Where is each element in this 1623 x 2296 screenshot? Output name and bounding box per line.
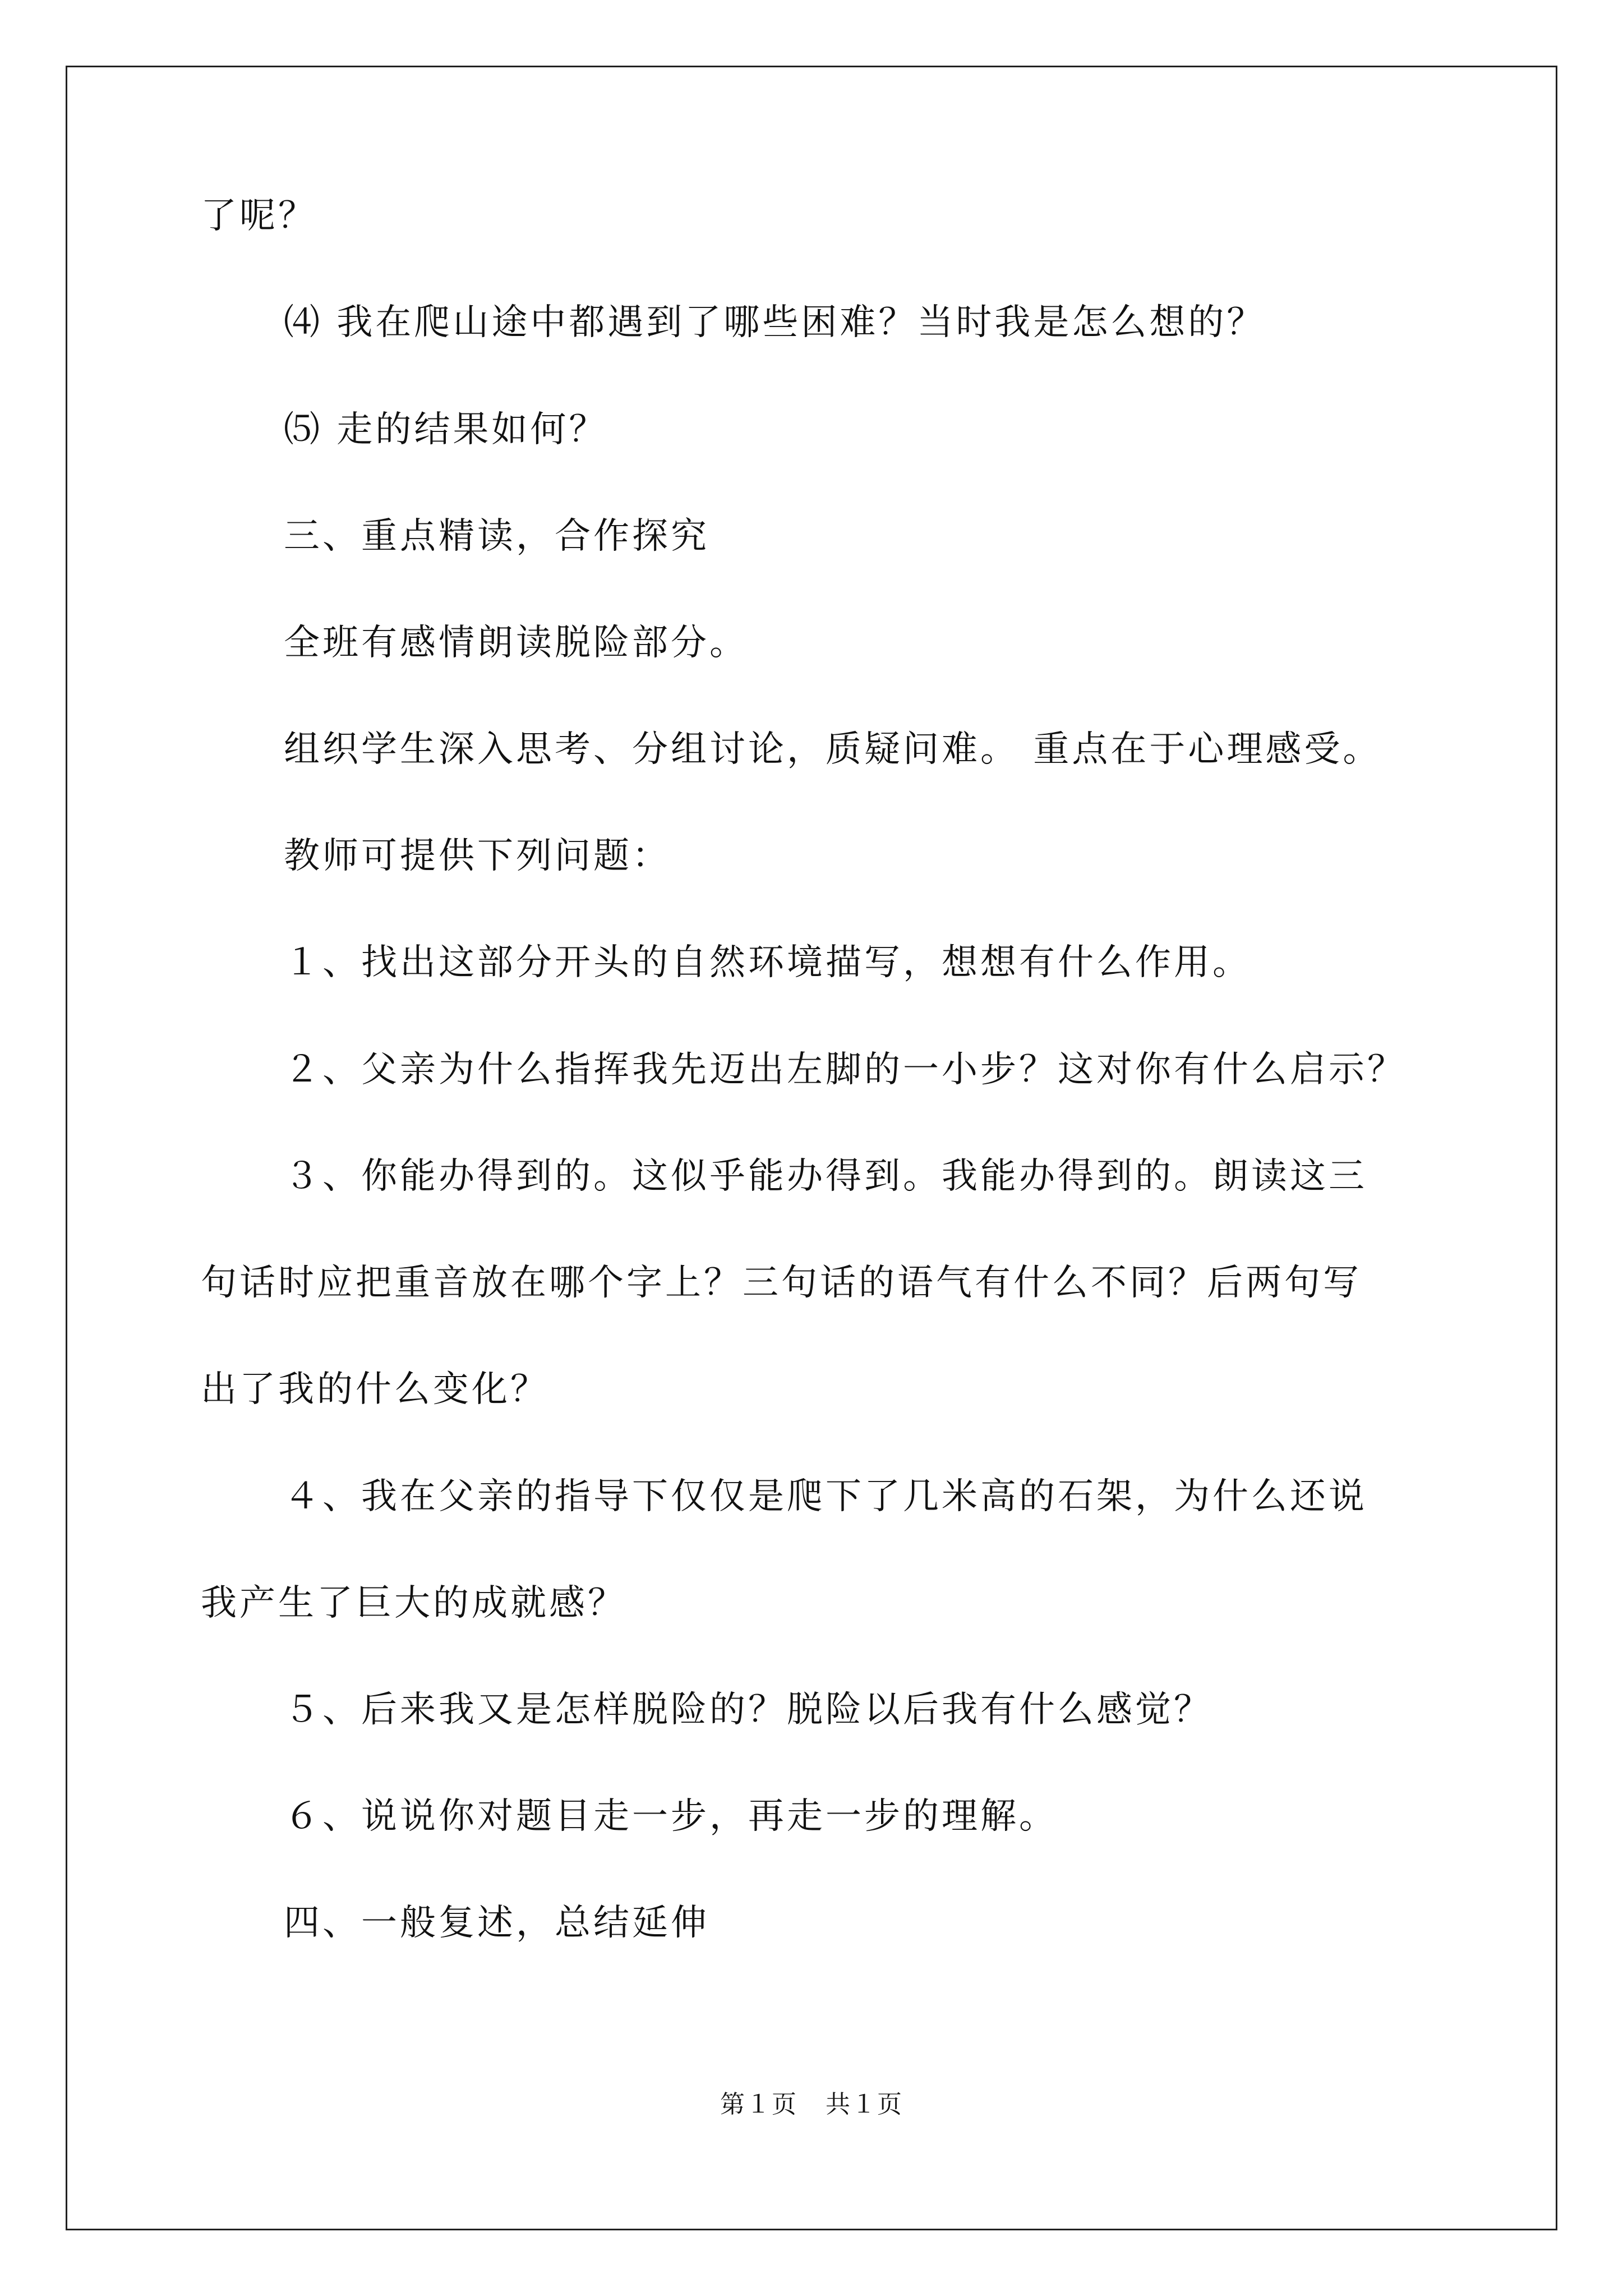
text-line: 我产生了巨大的成就感？ — [201, 1582, 626, 1624]
text-line: ⑷ 我在爬山途中都遇到了哪些困难？当时我是怎么想的？ — [284, 302, 1266, 343]
text-line: ⑸ 走的结果如何？ — [284, 409, 608, 450]
text-line: 句话时应把重音放在哪个字上？三句话的语气有什么不同？后两句写 — [201, 1262, 1362, 1304]
text-line: 组织学生深入思考、分组讨论，质疑问难。 重点在于心理感受。 — [284, 729, 1382, 770]
question-item: ６、说说你对题目走一步，再走一步的理解。 — [284, 1796, 1058, 1837]
question-item: ４、我在父亲的指导下仅仅是爬下了几米高的石架，为什么还说 — [284, 1476, 1367, 1517]
question-item: ２、父亲为什么指挥我先迈出左脚的一小步？这对你有什么启示？ — [284, 1049, 1406, 1091]
page-number: 第１页 — [720, 2090, 797, 2119]
text-line: 了呢？ — [201, 195, 317, 237]
text-line: 教师可提供下列问题： — [284, 835, 671, 877]
question-item: ５、后来我又是怎样脱险的？脱险以后我有什么感觉？ — [284, 1689, 1212, 1731]
page-total: 共１页 — [826, 2090, 903, 2119]
section-heading: 三、重点精读，合作探究 — [284, 516, 709, 557]
text-line: 全班有感情朗读脱险部分。 — [284, 622, 748, 664]
text-line: 出了我的什么变化？ — [201, 1369, 549, 1410]
section-heading: 四、一般复述，总结延伸 — [284, 1902, 709, 1944]
page-footer — [0, 2089, 1623, 2120]
question-item: ３、你能办得到的。这似乎能办得到。我能办得到的。朗读这三 — [284, 1156, 1367, 1197]
question-item: １、找出这部分开头的自然环境描写，想想有什么作用。 — [284, 942, 1251, 983]
